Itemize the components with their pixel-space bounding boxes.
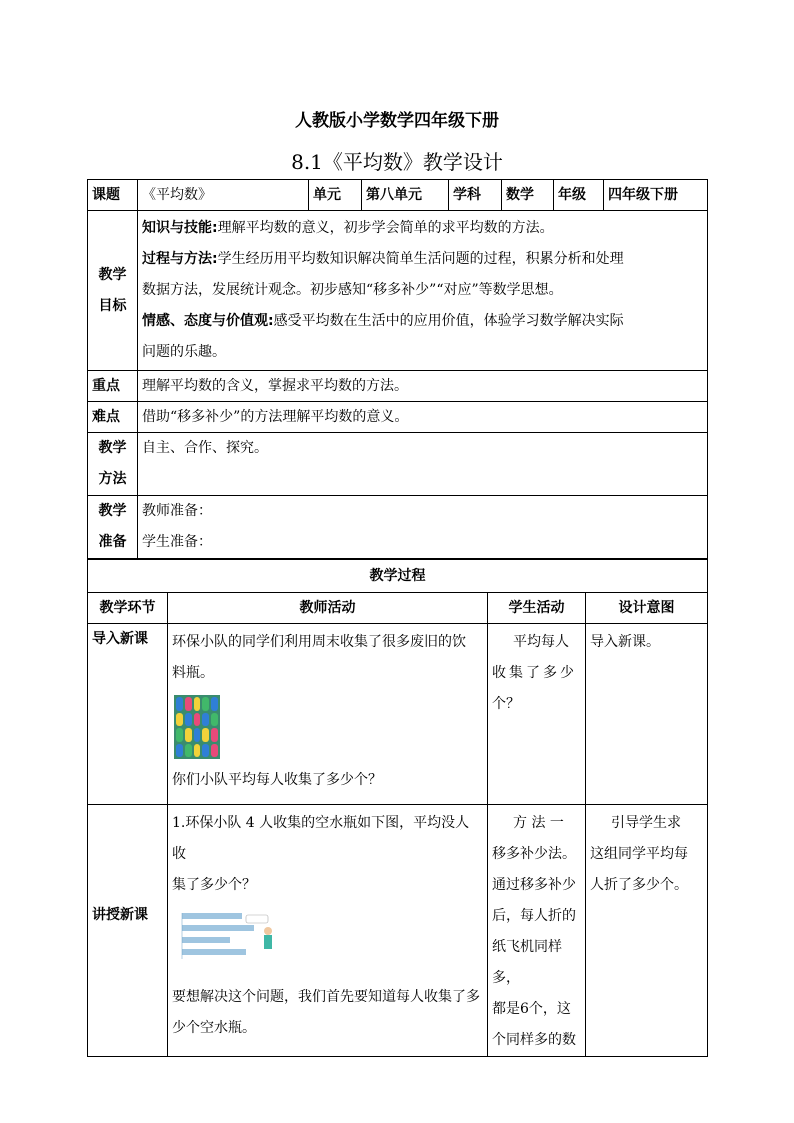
topic-label: 课题 <box>88 180 138 211</box>
goal-emotion <box>142 306 703 337</box>
goals-label <box>88 211 138 371</box>
intro-student-3: 个？ <box>492 696 520 712</box>
prep-label-line1: 教学 <box>98 503 127 519</box>
intro-student-2: 收集了多少 <box>492 665 577 681</box>
header-stage: 教学环节 <box>88 593 168 624</box>
goal-process-cont: 数据方法，发展统计观念。初步感知“移多补少”“对应”等数学思想。 <box>142 282 563 298</box>
prep-teacher: 教师准备： <box>142 503 212 519</box>
new-student-4: 后，每人折的 <box>492 908 576 924</box>
goal-knowledge-text: 理解平均数的意义，初步学会简单的求平均数的方法。 <box>217 220 554 236</box>
intro-intent: 导入新课。 <box>590 634 660 650</box>
process-title-row <box>88 560 708 593</box>
topic-value: 《平均数》 <box>138 180 309 211</box>
subject-value: 数学 <box>502 180 554 211</box>
new-text-3: 要想解决这个问题，我们首先要知道每人收集了多 <box>172 989 480 1006</box>
subject-label: 学科 <box>449 180 502 211</box>
new-student-5: 纸飞机同样多， <box>492 939 562 986</box>
lesson-info-table <box>87 179 708 559</box>
prep-content <box>138 496 708 559</box>
stage-new: 讲授新课 <box>88 805 168 1057</box>
intro-text-1: 环保小队的同学们利用周末收集了很多废旧的饮 <box>172 634 466 650</box>
goal-emotion-head: 情感、态度与价值观: <box>142 313 274 329</box>
student-activity-new <box>488 805 586 1057</box>
intro-text-3: 你们小队平均每人收集了多少个？ <box>172 772 382 788</box>
unit-label: 单元 <box>309 180 362 211</box>
intent-new <box>586 805 708 1057</box>
method-text: 自主、合作、探究。 <box>138 433 708 496</box>
method-label-line2: 方法 <box>98 471 127 487</box>
stage-intro: 导入新课 <box>88 624 168 805</box>
goal-process-text: 学生经历用平均数知识解决简单生活问题的过程，积累分析和处理 <box>217 251 624 267</box>
teacher-activity-new <box>168 805 488 1057</box>
difficulty-label: 难点 <box>88 402 138 433</box>
intent-intro <box>586 624 708 805</box>
intro-student-1: 平均每人 <box>513 634 569 650</box>
goals-label-line1: 教学 <box>98 266 127 283</box>
header-student: 学生活动 <box>488 593 586 624</box>
teacher-activity-intro <box>168 624 488 805</box>
goal-knowledge <box>142 213 703 244</box>
process-title: 教学过程 <box>88 560 708 593</box>
intro-text-2: 料瓶。 <box>172 665 214 681</box>
method-label-line1: 教学 <box>98 440 127 456</box>
new-student-3: 通过移多补少 <box>492 877 576 893</box>
process-row-new <box>88 805 708 1057</box>
prep-label <box>88 496 138 559</box>
new-intent-1: 引导学生求 <box>611 815 681 831</box>
goals-row <box>88 211 708 371</box>
goals-content <box>138 211 708 371</box>
unit-value: 第八单元 <box>362 180 449 211</box>
goal-emotion-cont: 问题的乐趣。 <box>142 344 226 360</box>
difficulty-row <box>88 402 708 433</box>
new-text-2: 集了多少个？ <box>172 877 256 893</box>
header-teacher: 教师活动 <box>168 593 488 624</box>
goal-process <box>142 244 703 275</box>
grade-label: 年级 <box>554 180 604 211</box>
key-point-row <box>88 371 708 402</box>
bottles-photo <box>174 695 220 759</box>
student-activity-intro <box>488 624 586 805</box>
header-intent: 设计意图 <box>586 593 708 624</box>
prep-student: 学生准备： <box>142 534 212 550</box>
process-table <box>87 559 708 1057</box>
goal-process-head: 过程与方法: <box>142 251 218 267</box>
new-student-7: 个同样多的数 <box>492 1032 576 1048</box>
key-point-label: 重点 <box>88 371 138 402</box>
new-text-1: 1.环保小队 4 人收集的空水瓶如下图，平均没人收 <box>172 815 470 862</box>
method-row <box>88 433 708 496</box>
bottles-chart-illustration <box>176 909 280 967</box>
new-student-2: 移多补少法。 <box>492 846 576 862</box>
new-student-1: 方 法 一 <box>513 815 564 831</box>
document-title: 人教版小学数学四年级下册 <box>295 111 499 131</box>
method-label <box>88 433 138 496</box>
new-student-6: 都是6个，这 <box>492 1001 571 1017</box>
info-row <box>88 180 708 211</box>
new-text-4: 少个空水瓶。 <box>172 1020 256 1037</box>
key-point-text: 理解平均数的含义，掌握求平均数的方法。 <box>138 371 708 402</box>
process-row-intro <box>88 624 708 805</box>
prep-row <box>88 496 708 559</box>
new-intent-3: 人折了多少个。 <box>590 877 688 893</box>
new-intent-2: 这组同学平均每 <box>590 846 688 862</box>
grade-value: 四年级下册 <box>604 180 708 211</box>
prep-label-line2: 准备 <box>98 534 127 550</box>
goal-knowledge-head: 知识与技能: <box>142 220 218 236</box>
process-header-row <box>88 593 708 624</box>
goals-label-line2: 目标 <box>98 297 127 314</box>
lesson-title: 8.1《平均数》教学设计 <box>291 150 503 174</box>
difficulty-text: 借助“移多补少”的方法理解平均数的意义。 <box>138 402 708 433</box>
goal-emotion-text: 感受平均数在生活中的应用价值，体验学习数学解决实际 <box>273 313 624 329</box>
